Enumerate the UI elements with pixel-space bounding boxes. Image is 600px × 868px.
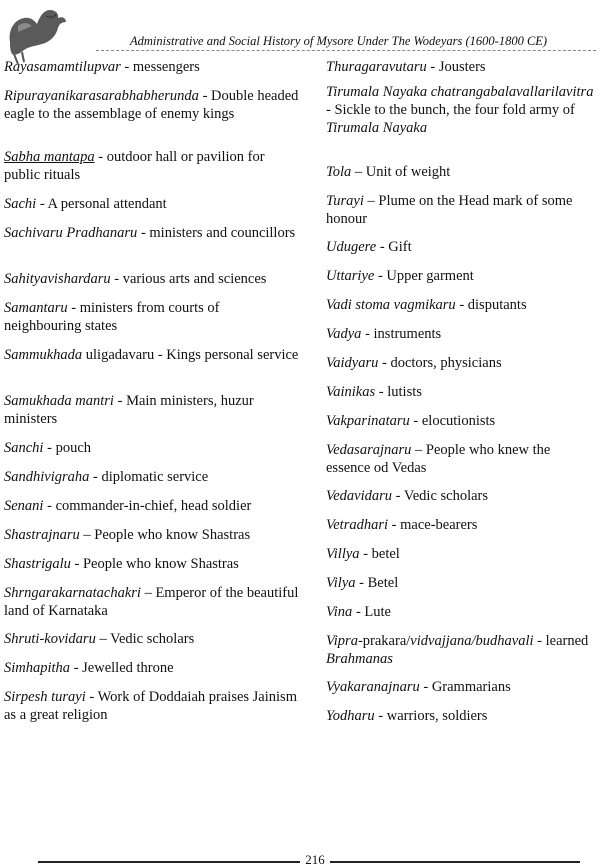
glossary-term: Samantaru [4,300,68,316]
glossary-term: Vainikas [326,384,376,400]
separator: - [110,271,123,287]
separator: - [120,59,133,75]
separator: – [79,527,95,543]
glossary-definition: diplomatic service [101,469,209,485]
glossary-definition: mace-bearers [400,517,478,533]
separator: - [455,297,468,313]
separator: - [374,268,387,284]
separator: - [43,440,56,456]
glossary-term: Sabha mantapa [4,149,95,165]
glossary-definition: Betel [367,575,399,591]
glossary-entry [4,584,299,620]
separator: – [140,585,156,601]
glossary-entry [4,299,299,335]
glossary-entry [4,148,299,184]
glossary-term: Shrngarakarnatachakri [4,585,141,601]
glossary-definition: Jewelled throne [82,660,174,676]
glossary-entry [4,270,299,288]
separator: - [70,660,83,676]
wodeyar-logo [4,2,76,66]
separator: - [137,225,150,241]
glossary-definition: warriors, soldiers [386,708,488,724]
glossary-term: Sandhivigraha [4,469,90,485]
glossary-term: Yodharu [326,708,375,724]
glossary-definition: Double headed eagle to the assemblage of enemy kings [4,88,299,122]
glossary-term: Vipra [326,633,358,649]
separator: - [94,149,107,165]
glossary-entry [4,526,299,544]
glossary-definition: Grammarians [431,679,511,695]
separator: - [388,517,401,533]
separator: - [357,633,363,649]
glossary-term: Turayi [326,193,364,209]
glossary-entry [326,441,598,477]
separator: - [409,413,422,429]
separator: - [392,488,404,504]
separator: - [359,546,372,562]
glossary-definition: disputants [467,297,527,313]
glossary-definition: People who know Shastras [82,556,239,572]
glossary-entry [326,678,598,696]
glossary-term: Vedasarajnaru [326,442,412,458]
glossary-term: Sanchi [4,440,44,456]
glossary-term: Vadya [326,326,362,342]
glossary-term: Sachi [4,196,37,212]
separator: – [95,631,111,647]
glossary-definition: betel [371,546,400,562]
glossary-definition: Work of Doddaiah praises Jainism as a great religion [4,689,297,723]
glossary-term: Vaidyaru [326,355,379,371]
glossary-definition: various arts and sciences [122,271,267,287]
glossary-definition: commander-in-chief, head soldier [55,498,252,514]
glossary-entry [326,545,598,563]
glossary-term: Samukhada mantri [4,393,114,409]
glossary-definition: doctors, physicians [390,355,502,371]
glossary-entry [4,392,299,428]
glossary-term: Sammukhada [4,347,83,363]
glossary-entry [4,468,299,486]
separator: - [426,59,439,75]
glossary-entry [326,267,598,285]
glossary-term: Sahityavishardaru [4,271,111,287]
glossary-entry [326,325,598,343]
separator: - [375,384,388,400]
glossary-definition: Jousters [438,59,486,75]
glossary-definition: Plume on the Head mark of some honour [326,193,573,227]
glossary-term: Shastrigalu [4,556,71,572]
glossary-term: Brahmanas [326,651,393,667]
glossary-entry [326,58,598,76]
glossary-definition: Upper garment [386,268,474,284]
glossary-definition: Sickle to the bunch, the four fold army of [334,102,575,118]
glossary-term: Senani [4,498,44,514]
glossary-entry [4,195,299,213]
glossary-definition: instruments [373,326,442,342]
glossary-definition: Lute [364,604,391,620]
glossary-entry [4,630,299,648]
glossary-term: Vetradhari [326,517,389,533]
glossary-entry [326,354,598,372]
separator: - [361,326,374,342]
header-rule [96,50,596,51]
page-number: 216 [300,852,330,868]
glossary-definition: elocutionists [421,413,496,429]
glossary-term: Vyakaranajnaru [326,679,420,695]
separator: - [326,102,335,118]
glossary-definition: People who knew the essence od Vedas [326,442,551,476]
glossary-definition: messengers [132,59,200,75]
glossary-term: vidvajjana/budhavali [410,633,534,649]
glossary-entry [326,487,598,505]
glossary-term: Tirumala Nayaka [326,120,428,136]
glossary-definition: ministers from courts of neighbouring states [4,300,220,334]
glossary-entry [4,497,299,515]
glossary-definition: Gift [388,239,412,255]
glossary-term: Sachivaru Pradhanaru [4,225,138,241]
glossary-definition: outdoor hall or pavilion for public rituals [4,149,265,183]
glossary-definition: Emperor of the beautiful land of Karnataka [4,585,299,619]
glossary-term: Tirumala Nayaka chatrangabalavallarilavitra [326,84,594,100]
glossary-term: Vilya [326,575,356,591]
separator: - [374,708,387,724]
glossary-definition: ministers and councillors [149,225,296,241]
glossary-definition: People who know Shastras [94,527,251,543]
glossary-term: Ripurayanikarasarabhabherunda [4,88,199,104]
separator: - [85,689,98,705]
bird-emblem-icon [4,2,76,66]
glossary-term: Uttariye [326,268,375,284]
glossary-entry [4,555,299,573]
glossary-term: Villya [326,546,360,562]
glossary-definition: lutists [387,384,422,400]
glossary-entry [4,58,299,76]
glossary-term: Shruti-kovidaru [4,631,96,647]
glossary-definition: Unit of weight [365,164,451,180]
glossary-term: Vedavidaru [326,488,393,504]
separator: - [89,469,102,485]
glossary-term: Simhapitha [4,660,71,676]
glossary-entry [326,192,598,228]
glossary-term: Rayasamamtilupvar [4,59,121,75]
footer-rule-right [330,861,580,863]
glossary-term: Vadi stoma vagmikaru [326,297,456,313]
glossary-entry [326,238,598,256]
footer-rule-left [38,861,300,863]
glossary-entry [4,346,299,364]
glossary-entry [326,383,598,401]
separator: - [419,679,432,695]
running-header: Administrative and Social History of Mysore Under The Wodeyars (1600-1800 CE) [130,34,548,48]
glossary-term: Vina [326,604,353,620]
glossary-entry [4,688,299,724]
glossary-term: Vakparinataru [326,413,410,429]
glossary-definition: A personal attendant [47,196,167,212]
separator: – [363,193,379,209]
glossary-entry [326,163,598,181]
glossary-definition: uligadavaru - Kings personal service [85,347,299,363]
glossary-definition: Vedic scholars [110,631,195,647]
separator: - [70,556,83,572]
separator: - [352,604,365,620]
glossary-entry [4,224,299,242]
separator: - [67,300,80,316]
separator: – [411,442,426,458]
glossary-entry [4,659,299,677]
separator: - [378,355,391,371]
separator: - [113,393,127,409]
glossary-definition: pouch [55,440,91,456]
separator: - [43,498,56,514]
glossary-definition: Main ministers, huzur ministers [4,393,254,427]
glossary-entry [326,412,598,430]
glossary-entry [4,87,299,123]
glossary-entry [326,574,598,592]
glossary-definition: prakara/ [362,633,411,649]
glossary-term: Shastrajnaru [4,527,80,543]
glossary-entry [326,83,598,137]
glossary-term: Tola [326,164,352,180]
glossary-entry [4,439,299,457]
glossary-entry [326,516,598,534]
glossary-entry [326,603,598,621]
glossary-entry [326,632,598,668]
separator: - [198,88,212,104]
glossary-entry [326,707,598,725]
glossary-term: Udugere [326,239,377,255]
separator: - [355,575,368,591]
glossary-term: Sirpesh turayi [4,689,86,705]
separator: - [376,239,389,255]
separator: – [351,164,366,180]
glossary-term: Thuragaravutaru [326,59,427,75]
glossary-entry [326,296,598,314]
glossary-definition: - learned [533,633,589,649]
glossary-definition: Vedic scholars [403,488,489,504]
separator: - [36,196,48,212]
